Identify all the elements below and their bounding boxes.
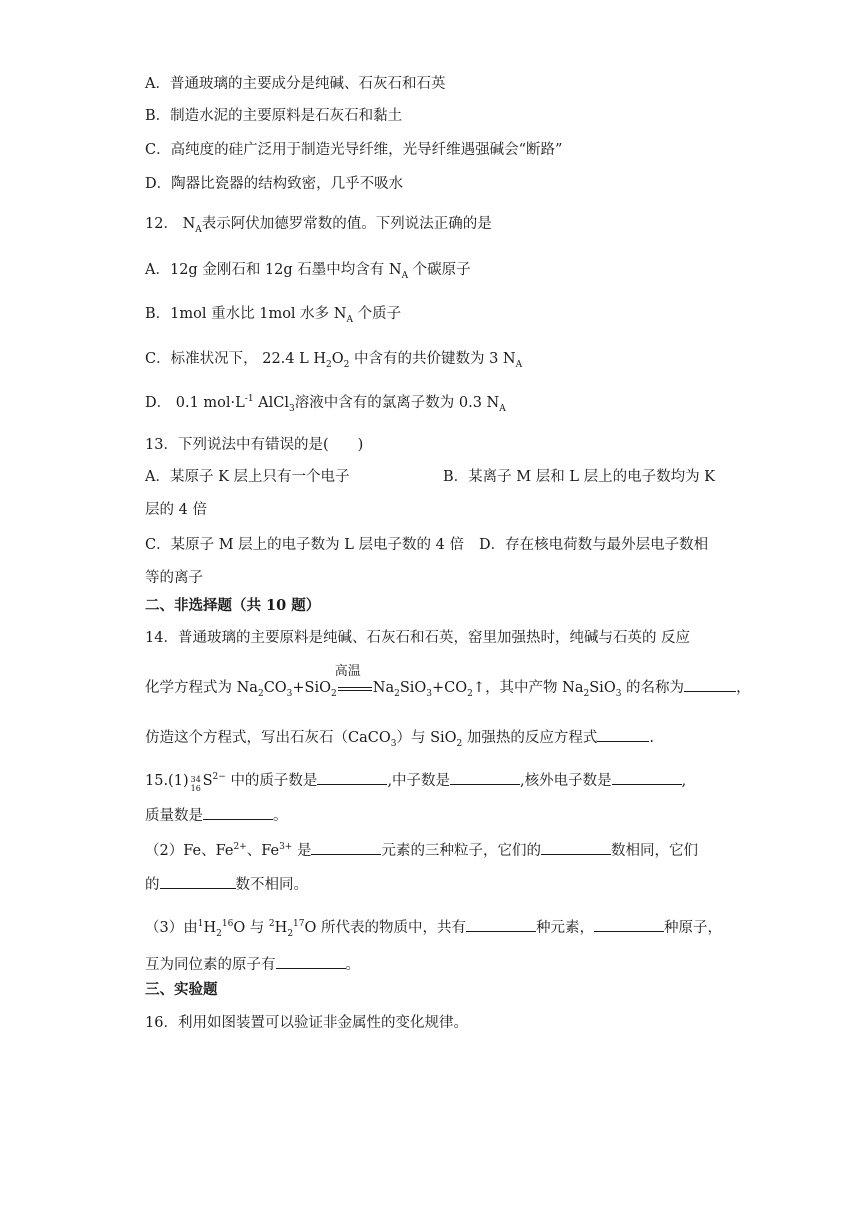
q14-name-prompt: 的名称为 [621, 680, 685, 696]
sulfide-ion-symbol: 34 16 [190, 775, 201, 793]
q11-option-c: C．高纯度的硅广泛用于制造光导纤维，光导纤维遇强碱会“断路” [145, 142, 563, 158]
q12-option-d: D． 0.1 $mol\cdot L^{-1}$ AlCl$_3$溶液中含有的氯离子数为 0.3 $N_A$ [145, 394, 506, 414]
answer-blank[interactable] [597, 727, 649, 742]
q15-text: ,核外电子数是 [520, 773, 612, 789]
q12-option-d-mid: 溶液中含有的氯离子数为 [294, 395, 455, 411]
answer-blank[interactable] [203, 805, 273, 820]
q15-text: 种原子， [664, 920, 722, 936]
q16-stem: 16．利用如图装置可以验证非金属性的变化规律。 [145, 1015, 468, 1031]
q13-option-b: B．某离子 M 层和 L 层上的电子数均为 K [443, 469, 716, 485]
q13-option-a: A．某原子 K 层上只有一个电子 [145, 469, 350, 485]
avogadro-symbol: $N_A$ [182, 216, 202, 235]
q14-line-2: 化学方程式为 $Na_2CO_3+SiO_2$ 高温 $Na_2SiO_3+CO_2↑$，其中产物 $Na_2SiO_3$ 的名称为 ， [145, 664, 751, 699]
q15-part-3-cont: 互为同位素的原子有 。 [145, 954, 360, 975]
q12-option-b-text: B．1mol 重水比 1mol 水多 [145, 306, 330, 322]
answer-blank[interactable] [450, 770, 520, 785]
q14-product-text: ，其中产物 Na [485, 680, 584, 696]
q12-option-d-text: D． [145, 395, 172, 411]
q15-text: 的 [145, 877, 160, 893]
answer-blank[interactable] [684, 677, 736, 692]
q14-line-3-mid: ）与 SiO [396, 730, 457, 746]
section-3-heading: 三、实验题 [145, 981, 218, 998]
q12-option-a-text: A．12g 金刚石和 12g 石墨中均含有 [145, 262, 385, 278]
q15-text: 数不相同。 [235, 877, 308, 893]
q12-option-c-text: C．标准状况下， [145, 351, 258, 367]
q12-option-a-tail: 个碳原子 [412, 262, 471, 278]
q15-text: 质量数是 [145, 808, 203, 824]
q13-option-c: C．某原子 M 层上的电子数为 L 层电子数的 4 倍 [145, 537, 464, 553]
q15-part-3-label: （3）由 [145, 920, 198, 936]
q15-text: ,中子数是 [387, 773, 451, 789]
q15-text: 元素的三种粒子，它们的 [381, 843, 541, 859]
q12-option-b-tail: 个质子 [357, 306, 402, 322]
q12-stem-text: 表示阿伏加德罗常数的值。下列说法正确的是 [201, 216, 492, 232]
answer-blank[interactable] [612, 770, 682, 785]
q13-option-d-cont: 等的离子 [145, 570, 203, 586]
q14-line-3: 仿造这个方程式，写出石灰石（CaCO$_3$）与 SiO$_2$ 加强热的反应方程式 . [145, 727, 654, 748]
answer-blank[interactable] [160, 874, 236, 889]
answer-blank[interactable] [311, 840, 381, 855]
q13-option-d: D．存在核电荷数与最外层电子数相 [479, 537, 709, 553]
q15-part-2-cont [145, 874, 308, 895]
reaction-condition: 高温 [334, 664, 361, 679]
answer-blank[interactable] [317, 770, 387, 785]
q11-option-d: D．陶器比瓷器的结构致密，几乎不吸水 [145, 176, 404, 192]
q15-part-1: 15.(1) 34 16 $S^{2-}$ 中的质子数是 ,中子数是 ,核外电子数是 , [145, 770, 686, 791]
high-temp-equals-sign [334, 664, 372, 698]
q12-option-b: B．1mol 重水比 1mol 水多 $N_A$ 个质子 [145, 306, 402, 325]
q15-text: 互为同位素的原子有 [145, 957, 276, 973]
q15-text: 是 [296, 843, 312, 859]
q15-text: 中的质子数是 [230, 773, 318, 789]
section-2-heading: 二、非选择题（共 10 题） [145, 597, 321, 614]
q11-option-b: B．制造水泥的主要原料是石灰石和黏土 [145, 108, 403, 124]
q13-option-b-cont: 层的 4 倍 [145, 502, 207, 518]
q14-line-3-text: 仿造这个方程式，写出石灰石（CaCO [145, 730, 391, 746]
q15-part-1-cont: 质量数是 。 [145, 805, 288, 826]
q15-part-2: （2）Fe、$Fe^{2+}$、$Fe^{3+}$ 是 元素的三种粒子，它们的 数相同，它们 [145, 840, 698, 861]
answer-blank[interactable] [466, 917, 536, 932]
q15-text: 数相同，它们 [610, 843, 698, 859]
q11-option-a: A．普通玻璃的主要成分是纯碱、石灰石和石英 [145, 76, 446, 92]
q12-stem [145, 214, 492, 234]
q15-text: 所代表的物质中，共有 [321, 920, 466, 936]
q13-stem: 13．下列说法中有错误的是( ) [145, 437, 364, 453]
answer-blank[interactable] [594, 917, 664, 932]
q15-part-2-label: （2）Fe、Fe [145, 843, 234, 859]
answer-blank[interactable] [541, 840, 611, 855]
q12-option-a: A．12g 金刚石和 12g 石墨中均含有 $N_A$ 个碳原子 [145, 262, 471, 281]
q12-option-c-mid: 中含有的共价键数为 [353, 351, 485, 367]
q15-part-3: （3）由$^1H_2^{16}O$ 与 $^2H_2^{17}O$ 所代表的物质中，共有 种元素， 种原子， [145, 919, 722, 939]
q15-text: 种元素， [536, 920, 594, 936]
q14-line-1: 14．普通玻璃的主要原料是纯碱、石灰石和石英，窑里加强热时，纯碱与石英的 反应 [145, 630, 691, 646]
q14-equation-intro: 化学方程式为 Na [145, 680, 258, 696]
answer-blank[interactable] [276, 954, 346, 969]
q12-option-c: C．标准状况下， 22.4 L $H_2O_2$ 中含有的共价键数为 3 $N_A$ [145, 351, 523, 370]
q14-line-3-tail: 加强热的反应方程式 [462, 730, 598, 746]
q12-number: 12． [145, 216, 178, 232]
q15-part-1-label: 15.(1) [145, 773, 189, 789]
